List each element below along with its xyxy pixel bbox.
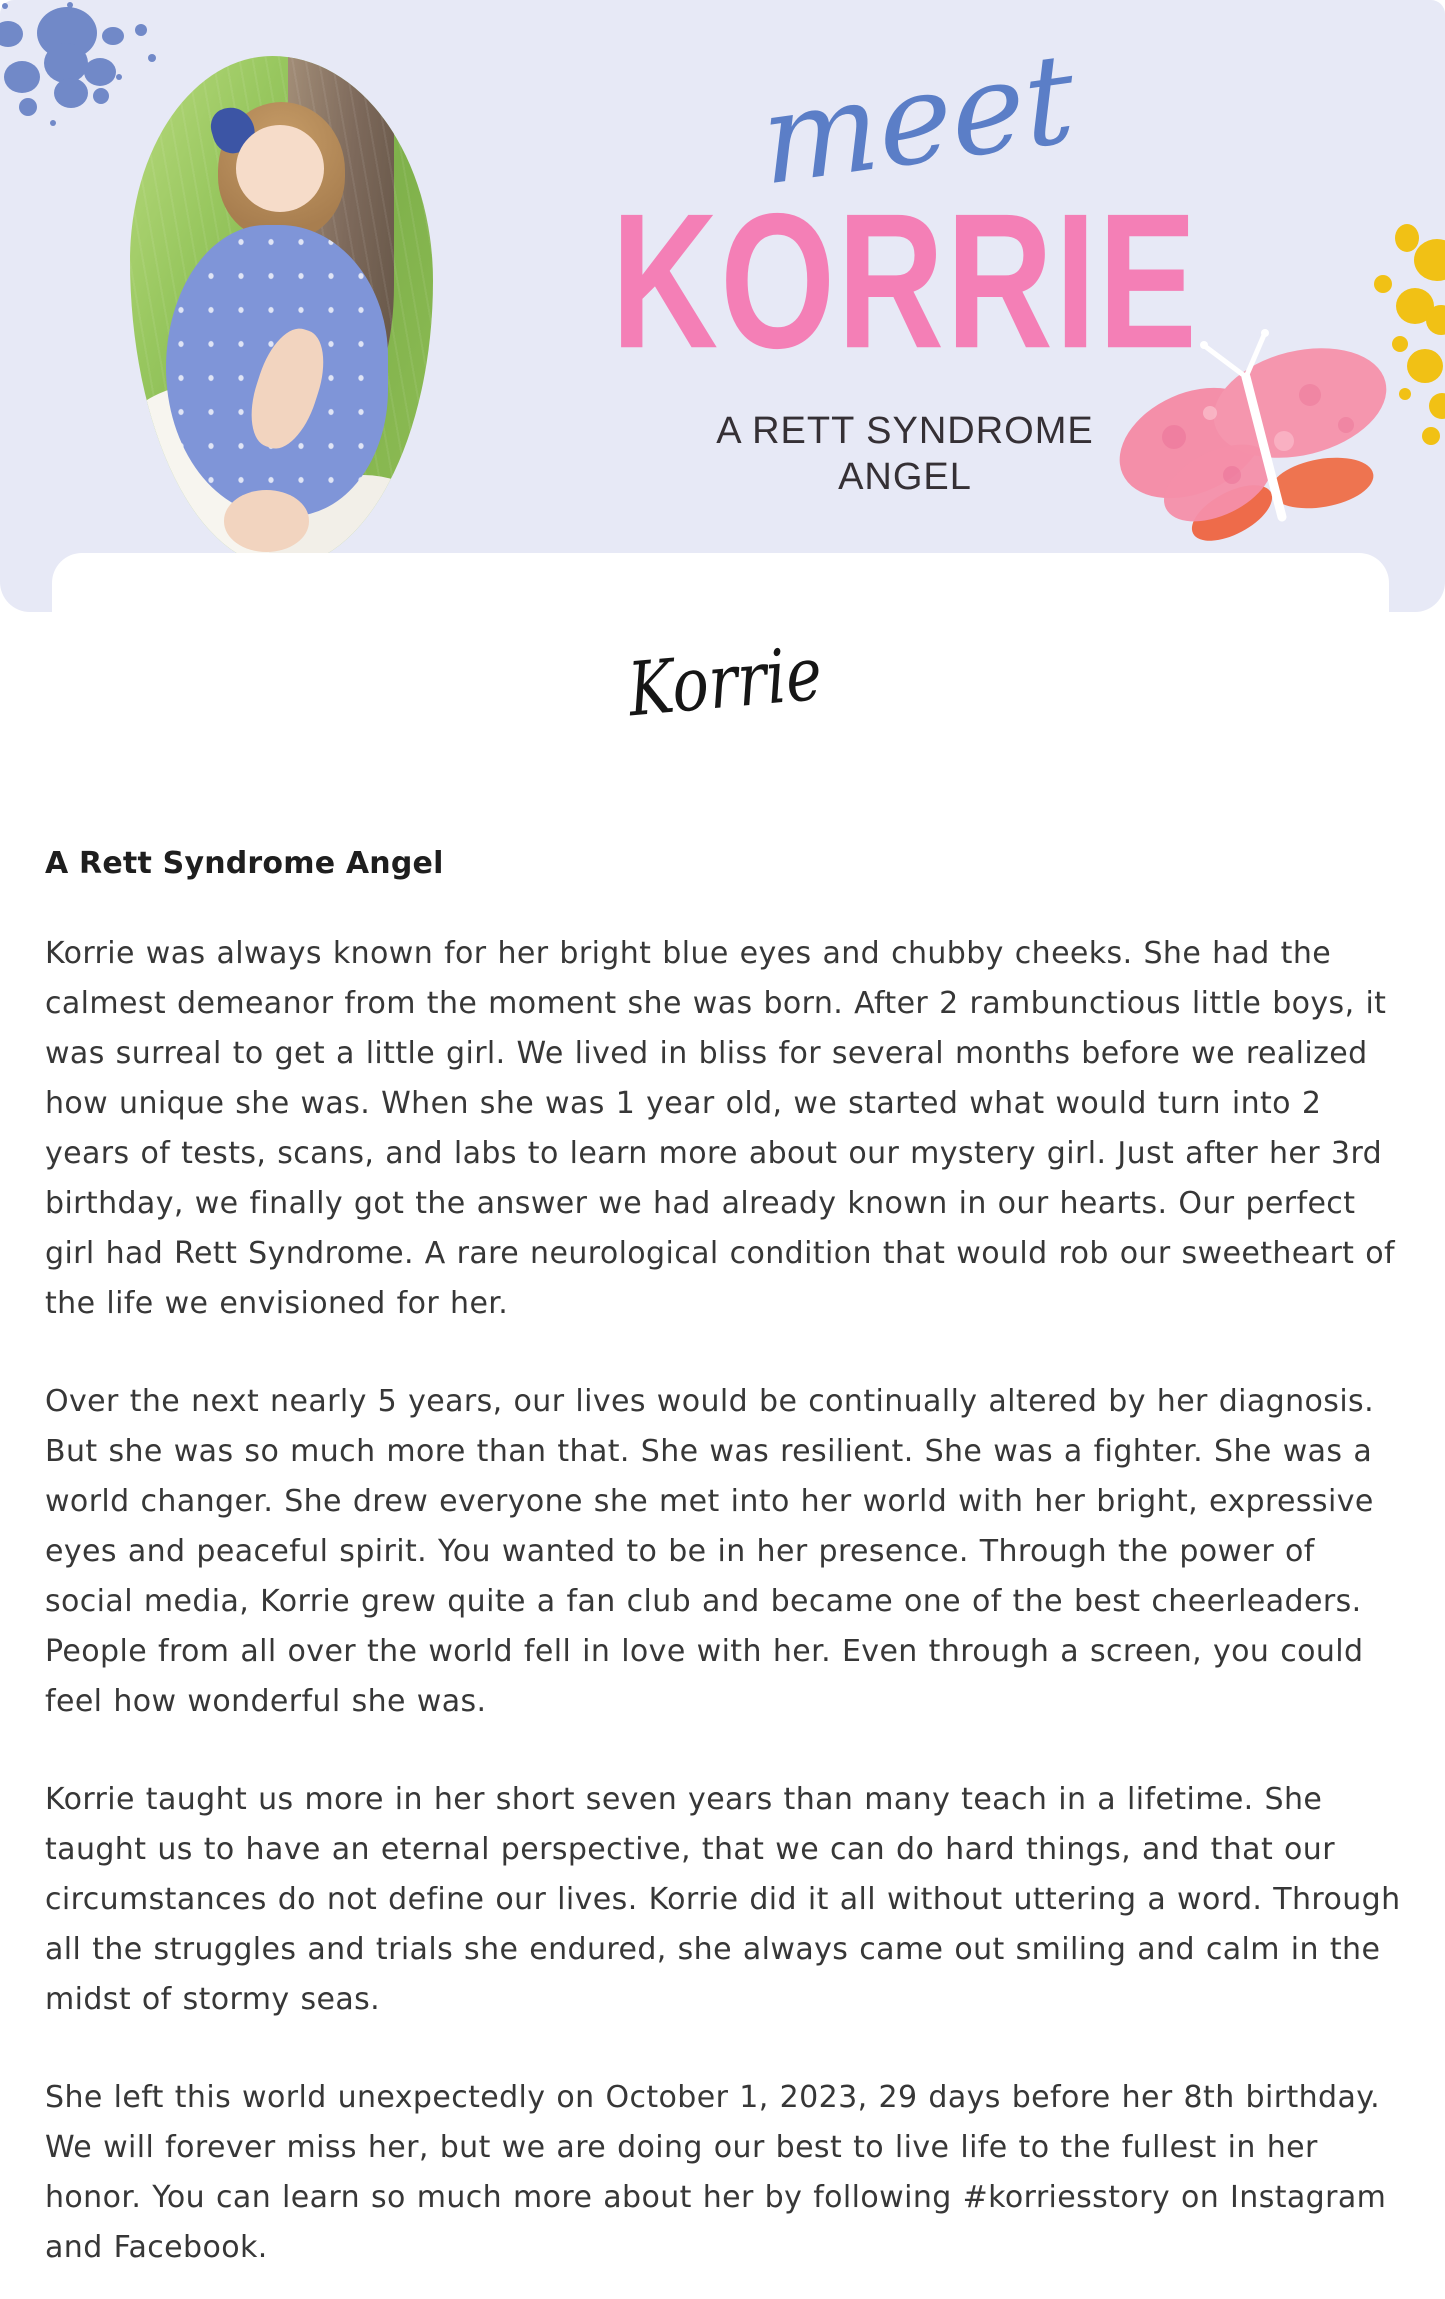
article: [0, 630, 1445, 2299]
content-card-top: [52, 553, 1389, 614]
photo-girl-face: [236, 125, 324, 212]
hero-title: KORRIE: [611, 174, 1199, 389]
article-heading: A Rett Syndrome Angel: [45, 846, 444, 881]
paragraph-1: Korrie was always known for her bright blue eyes and chubby cheeks. She had the calmest demeanor from the moment she was born. After 2 rambunctious little boys, it was surreal to get a little girl. We lived in bliss for several months before we realized how unique she was. When she was 1 year old, we started what would turn into 2 years of tests, scans, and labs to learn more about our mystery girl. Just after her 3rd birthday, we finally got the answer we had already known in our hearts. Our perfect girl had Rett Syndrome. A rare neurological condition that would rob our sweetheart of the life we envisioned for her.: [45, 936, 1395, 1321]
signature-wrap: [45, 630, 1405, 738]
hero-script-word: meet: [757, 26, 1079, 214]
korrie-signature: Korrie: [624, 630, 826, 734]
hero-title-block: [598, 26, 1212, 501]
korrie-photo: [130, 56, 433, 567]
hero-banner: [0, 0, 1445, 612]
paragraph-4: She left this world unexpectedly on October 1, 2023, 29 days before her 8th birthday. We will forever miss her, but we are doing our best to live life to the fullest in her honor. You can learn so much more about her by following #korriesstory on Instagram and Facebook.: [45, 2080, 1387, 2265]
hero-subtitle: A RETT SYNDROME ANGEL: [716, 410, 1094, 499]
photo-girl-feet: [224, 490, 309, 551]
paragraph-2: Over the next nearly 5 years, our lives would be continually altered by her diagnosis. But she was so much more than that. She was resilient. She was a fighter. She was a world changer. She drew everyone she met into her world with her bright, expressive eyes and peaceful spirit. You wanted to be in her presence. Through the power of social media, Korrie grew quite a fan club and became one of the best cheerleaders. People from all over the world fell in love with her. Even through a screen, you could feel how wonderful she was.: [45, 1384, 1375, 1719]
paragraph-3: Korrie taught us more in her short seven years than many teach in a lifetime. She taught us to have an eternal perspective, that we can do hard things, and that our circumstances do not define our lives. Korrie did it all without uttering a word. Through all the struggles and trials she endured, she always came out smiling and calm in the midst of stormy seas.: [45, 1782, 1401, 2017]
